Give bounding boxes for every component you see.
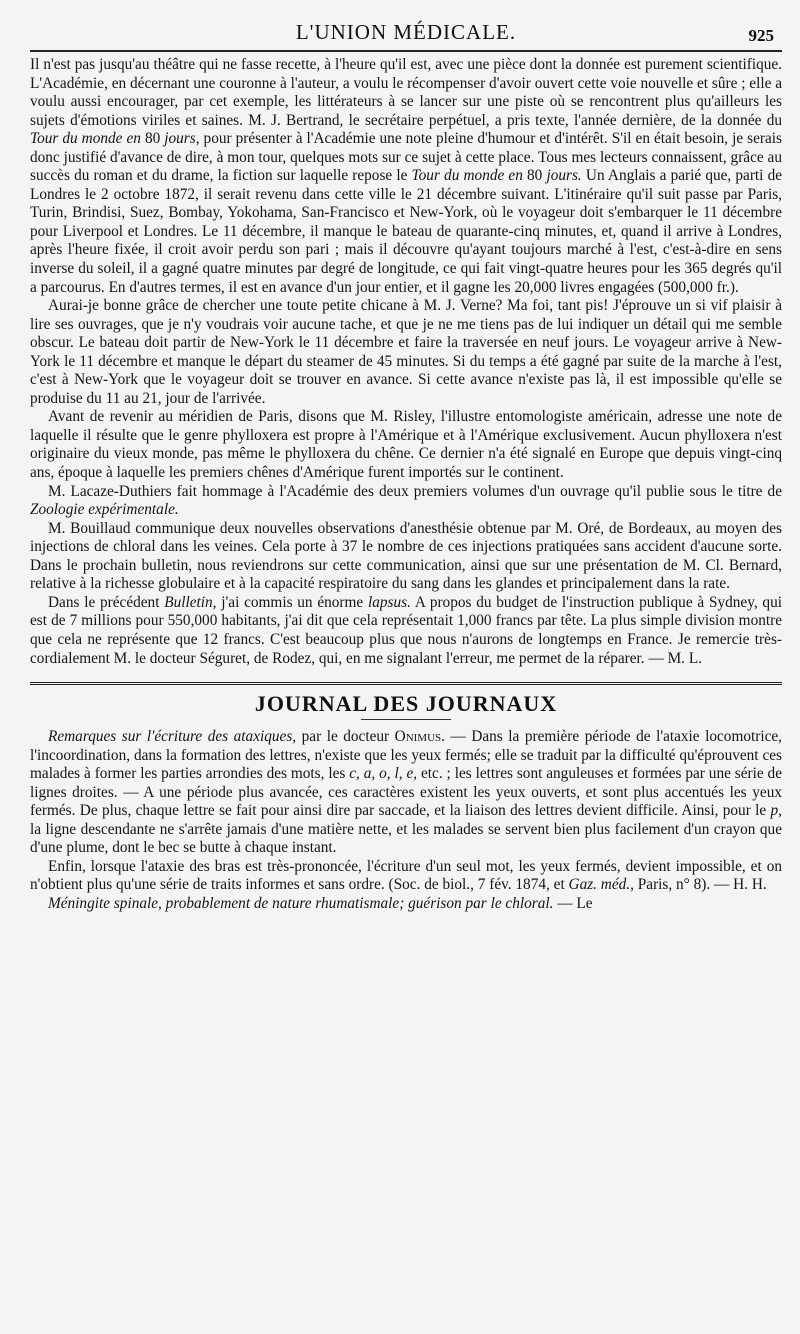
italic-text: jours (164, 130, 196, 148)
text-run: , pour présenter à l'Académie une note pleine d'humour et d'intérêt. S'il en était besoin, je serais donc justifié d'avance de dire, à mon tour, quelques mots sur ce sujet à cette place. Tous mes lecteurs connaissent, grâce au succès du roman et du drame, la fiction sur laquelle repose le (30, 130, 782, 185)
paragraph (30, 728, 782, 858)
paragraph (30, 858, 782, 895)
section-body (30, 728, 782, 913)
text-run: — Le (553, 894, 593, 912)
italic-text: lapsus. (367, 593, 411, 611)
text-run: la ligne descendante ne s'arrête jamais d'une matière nette, et les malades se servent bien plus facilement d'un crayon que d'une plume, dont le bec se butte à chaque instant. (30, 820, 782, 857)
next-article-heading (30, 895, 782, 914)
italic-text: p, (770, 802, 782, 820)
italic-text: Tour du monde en (30, 130, 141, 148)
italic-text: Bulletin, (164, 593, 217, 611)
paragraph (30, 520, 782, 594)
text-run: . — Dans la première période de l'ataxie locomotrice, l'incoordination, dans la formation des lettres, n'existe que les yeux fermés; elle se traduit par la difficulté qu'éprouvent ces malades à former les parties arrondies des mots, les (30, 728, 782, 783)
text-run: 80 (140, 130, 165, 148)
text-run: j'ai commis un énorme (216, 593, 368, 611)
italic-text: Zoologie expérimentale. (30, 501, 179, 519)
text-run: M. Lacaze-Duthiers fait hommage à l'Académie des deux premiers volumes d'un ouvrage qu'il publie sous le titre de (48, 482, 782, 500)
article-body (30, 56, 782, 668)
paragraph (30, 297, 782, 408)
section-title: JOURNAL DES JOURNAUX (254, 691, 558, 717)
section-divider (30, 682, 782, 685)
paragraph (30, 483, 782, 520)
text-run: A propos du budget de l'instruction publique à Sydney, qui est de 7 millions pour 550,000 habitants, j'ai dit que cela représentait 1,000 francs par tête. La plus simple division montre que cela ne représente que 12 francs. C'est beaucoup plus que nous n'aurons de longtemps en France. Je remercie très-cordialement M. le docteur Séguret, de Rodez, qui, en me signalant l'erreur, me permet de la réparer. — M. L. (30, 593, 782, 667)
text-run: M. Bouillaud communique deux nouvelles observations d'anesthésie obtenue par M. Oré, de Bordeaux, au moyen des injections de chloral dans les veines. Cela porte à 37 le nombre de ces injections pratiquées sans accident d'aucune sorte. Dans le prochain bulletin, nous reviendrons sur cette communication, ainsi que sur une présentation de M. Cl. Bernard, relative à la richesse globulaire et à la capacité respiratoire du sang dans les glandes et principalement dans la rate. (30, 519, 782, 593)
text-run: Paris, n° 8). — H. H. (633, 876, 767, 894)
paragraph (30, 408, 782, 482)
text-run: 80 (522, 167, 547, 185)
italic-text: c, a, o, l, e, (349, 765, 418, 783)
running-title: L'UNION MÉDICALE. (295, 20, 517, 44)
author-name: Onimus (394, 728, 442, 746)
text-run: Il n'est pas jusqu'au théâtre qui ne fasse recette, à l'heure qu'il est, avec une pièce dont la donnée est purement scientifique. L'Académie, en décernant une couronne à l'auteur, a voulu le récompenser d'avoir ouvert cette voie nouvelle et sûre ; elle a voulu aussi encourager, par cet exemple, les littérateurs à se lancer sur une piste où se rencontrent plus qu'ailleurs les sujets d'émotions viriles et saines. M. J. Bertrand, le secrétaire perpétuel, a pris texte, l'année dernière, de la donnée du (30, 56, 782, 129)
paragraph (30, 56, 782, 297)
section-title-underline (361, 719, 451, 720)
header-rule (30, 50, 782, 52)
text-run: Avant de revenir au méridien de Paris, disons que M. Risley, l'illustre entomologiste américain, adresse une note de laquelle il résulte que le genre phylloxera est propre à l'Amérique et à l'Amérique exclusivement. Aucun phylloxera n'est originaire du vieux monde, pas même le phylloxera du chêne. Ce dernier n'a été signalé en Europe que depuis vingt-cinq ans, époque à laquelle les premiers chênes d'Amérique furent importés sur le continent. (30, 408, 782, 482)
text-run: Enfin, lorsque l'ataxie des bras est très-prononcée, l'écriture d'un seul mot, les yeux fermés, devient impossible, et on n'obtient plus qu'une série de traits informes et sans ordre. (Soc. de biol., 7 fév. 1874, et (30, 857, 782, 894)
italic-text: Remarques sur l'écriture des ataxiques, (48, 728, 297, 746)
page-number: 925 (748, 26, 774, 45)
italic-text: Tour du monde en (411, 167, 523, 185)
italic-text: jours. (546, 167, 582, 185)
italic-text: Méningite spinale, probablement de nature rhumatismale; guérison par le chloral. (48, 894, 554, 912)
text-run: Aurai-je bonne grâce de chercher une toute petite chicane à M. J. Verne? Ma foi, tant pis! J'éprouve un si vif plaisir à lire ses ouvrages, que je n'y voudrais voir aucune tache, et que je ne me tiens pas de lui indiquer un détail qui me semble obscur. Le bateau doit partir de New-York le 11 décembre et faire la traversée en neuf jours. Le voyageur arrive à New-York le 11 décembre et manque le départ du steamer de 45 minutes. Si du temps a été gagné par suite de la marche à l'est, c'est à New-York que le voyageur doit se trouver en avance. Si cette avance n'existe pas là, il est impossible qu'elle se produise du 11 au 21, jour de l'arrivée. (30, 297, 782, 407)
page-header (30, 0, 782, 44)
text-run: etc. ; les lettres sont anguleuses et formées par une série de lignes droites. — A une période plus avancée, ces caractères existent les yeux ouverts, et sont plus accentués les yeux fermés. De plus, chaque lettre se fait pour ainsi dire par saccade, et la liaison des lettres devient difficile. Ainsi, pour le (30, 765, 782, 820)
paragraph (30, 594, 782, 668)
italic-text: Gaz. méd., (568, 876, 634, 894)
text-run: Un Anglais a parié que, parti de Londres le 2 octobre 1872, il serait revenu dans cette ville le 21 décembre suivant. L'itinéraire qu'il suit passe par Paris, Turin, Brindisi, Suez, Bombay, Yokohama, San-Francisco et New-York, où le voyageur doit s'embarquer le 11 décembre pour Liverpool et Londres. Le 11 décembre, il manque le bateau de quarante-cinq minutes, et, quand il arrive à Londres, après l'heure fixée, il croit avoir perdu son pari ; mais il découvre qu'ayant toujours marché à l'est, c'est-à-dire en sens inverse du soleil, il a gagné quatre minutes par degré de longitude, ce qui fait vingt-quatre heures pour les 365 degrés qu'il a parcourus. En d'autres termes, il est en avance d'un jour entier, et il gagne les 20,000 livres engagées (500,000 fr.). (30, 167, 783, 296)
text-run: par le docteur (296, 728, 395, 746)
text-run: Dans le précédent (48, 593, 165, 611)
